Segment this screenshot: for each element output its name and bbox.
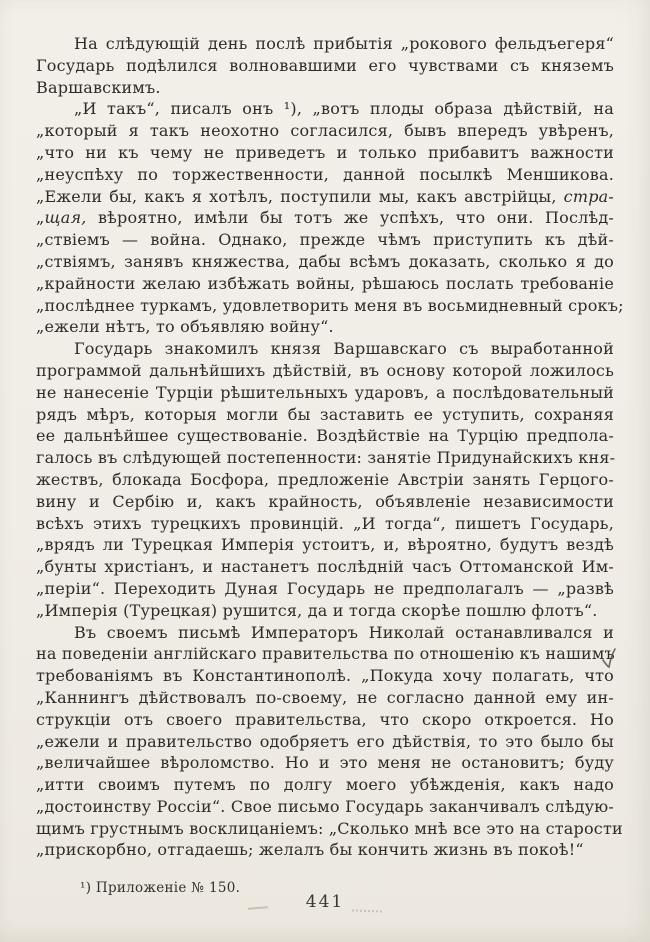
paragraph-4 xyxy=(36,622,623,862)
text-line: „ствіемъ — война. Однако, прежде чѣмъ приступить къ дѣй- xyxy=(36,230,614,250)
handwritten-checkmark xyxy=(601,646,617,674)
text-line: жествъ, блокада Босфора, предложеніе Австріи занять Герцого- xyxy=(36,469,614,489)
text-line: „врядъ ли Турецкая Имперія устоитъ, и, вѣроятно, будутъ вездѣ xyxy=(36,535,614,555)
text-line: „ствіямъ, занявъ княжества, дабы всѣмъ доказать, сколько я до xyxy=(36,251,614,271)
text-segment: „Ежели бы, какъ я хотѣлъ, поступили мы, какъ австрійцы, xyxy=(36,186,564,206)
text-line: Въ своемъ письмѣ Императоръ Николай останавливался и xyxy=(74,622,614,642)
text-line: рядъ мѣръ, которыя могли бы заставить ее уступить, сохраняя xyxy=(36,404,614,424)
emphasized-text: стра- xyxy=(563,186,614,206)
text-line: всѣхъ этихъ турецкихъ провинцій. „И тогда“, пишетъ Государь, xyxy=(36,513,614,533)
text-line: „И такъ“, писалъ онъ ¹), „вотъ плоды образа дѣйствій, на xyxy=(74,99,614,119)
emphasized-text: щая, xyxy=(44,208,87,228)
text-line: „періи“. Переходить Дуная Государь не предполагалъ — „развѣ xyxy=(36,578,614,598)
text-line: галось въ слѣдующей постепенности: занятіе Придунайскихъ кня- xyxy=(36,448,616,468)
text-line: „послѣднее туркамъ, удовлетворить меня въ восьмидневный срокъ; xyxy=(36,295,624,315)
text-line: „крайности желаю избѣжать войны, рѣшаюсь послать требованіе xyxy=(36,273,614,293)
text-segment: вѣроятно, имѣли бы тотъ же успѣхъ, что они. Послѣд- xyxy=(86,208,614,228)
text-line: не нанесеніе Турціи рѣшительныхъ ударовъ, а послѣдовательный xyxy=(36,382,614,402)
text-line: „итти своимъ путемъ по долгу моего убѣжденія, какъ надо xyxy=(36,775,614,795)
text-line: „что ни къ чему не приведетъ и только прибавитъ важности xyxy=(36,142,614,162)
text-line: „неуспѣху по торжественности, данной посылкѣ Меншикова. xyxy=(36,164,614,184)
paragraph-1 xyxy=(36,33,614,98)
text-line: „Каннингъ дѣйствовалъ по-своему, не согласно данной ему ин- xyxy=(36,687,614,707)
text-line: струкціи отъ своего правительства, что скоро откроется. Но xyxy=(36,709,614,729)
text-line: „который я такъ неохотно согласился, бывъ впередъ увѣренъ, xyxy=(36,121,614,141)
text-line: Государь подѣлился волновавшими его чувствами съ княземъ xyxy=(36,55,614,75)
text-line: „прискорбно, отгадаешь; желалъ бы кончить жизнь въ покоѣ!“ xyxy=(36,840,584,860)
text-line: требованіямъ въ Константинополѣ. „Покуда хочу полагать, что xyxy=(36,666,614,686)
text-line: На слѣдующій день послѣ прибытія „рокового фельдъегеря“ xyxy=(74,34,614,53)
paragraph-2 xyxy=(36,98,624,338)
text-line: вину и Сербію и, какъ крайность, объявленіе независимости xyxy=(36,491,614,511)
text-line: „ежели и правительство одобряетъ его дѣйствія, то это было бы xyxy=(36,731,614,751)
text-line: „бунты христіанъ, и настанетъ послѣдній часъ Оттоманской Им- xyxy=(36,557,614,577)
text-line: „достоинству Россіи“. Свое письмо Государь заканчивалъ слѣдую- xyxy=(36,796,614,816)
text-line: программой дальнѣйшихъ дѣйствій, въ основу которой ложилось xyxy=(36,360,614,380)
text-line: щимъ грустнымъ восклицаніемъ: „Сколько мнѣ все это на старости xyxy=(36,818,623,838)
footnote: ¹) Приложеніе № 150. xyxy=(80,880,241,896)
text-line: Государь знакомилъ князя Варшавскаго съ выработанной xyxy=(74,339,614,359)
text-line: на поведеніи англійскаго правительства по отношенію къ нашимъ xyxy=(36,644,615,664)
text-line xyxy=(36,207,614,229)
text-line: ее дальнѣйшее существованіе. Воздѣйствіе на Турцію предпола- xyxy=(36,426,614,446)
page-text xyxy=(36,33,624,861)
text-line xyxy=(36,186,614,208)
text-line: „величайшее вѣроломство. Но и это меня не остановитъ; буду xyxy=(36,753,614,773)
text-line: „Имперія (Турецкая) рушится, да и тогда скорѣе пошлю флотъ“. xyxy=(36,600,598,620)
page-number: 441 xyxy=(305,892,345,912)
text-line: Варшавскимъ. xyxy=(36,77,161,97)
paragraph-3 xyxy=(36,338,614,621)
text-line: „ежели нѣтъ, то объявляю войну“. xyxy=(36,317,334,337)
quote-mark: „ xyxy=(36,208,45,228)
